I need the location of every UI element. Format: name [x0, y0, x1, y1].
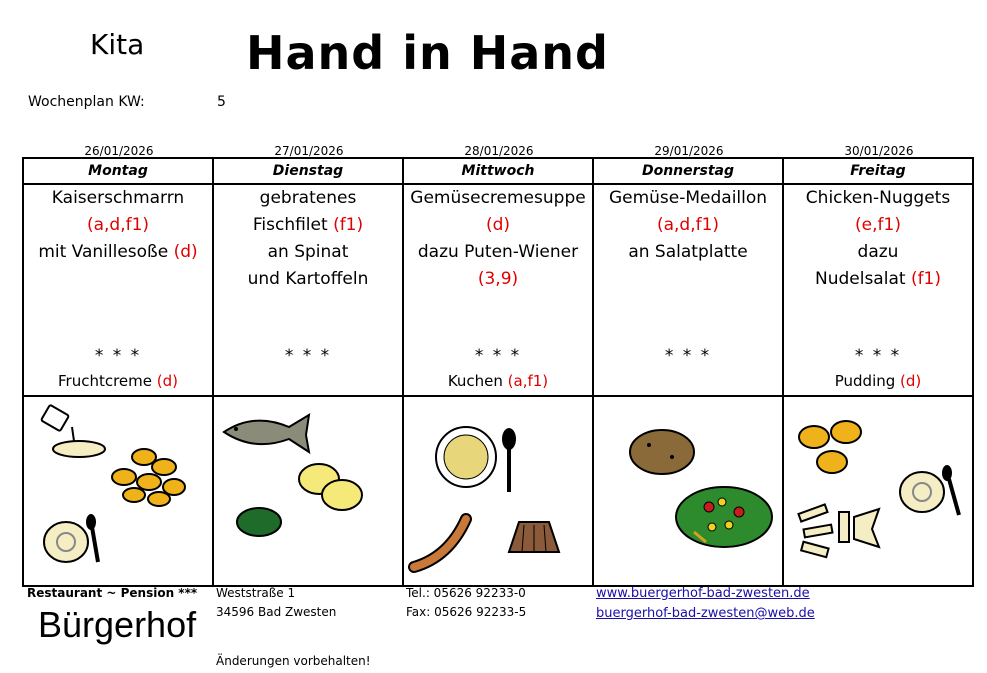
menu-wednesday: [403, 184, 593, 396]
date-monday: 26/01/2026: [84, 144, 154, 158]
menu-line: Chicken-Nuggets (e,f1): [805, 188, 951, 235]
menu-monday: [23, 184, 213, 396]
menu-line: Gemüsecremesuppe: [410, 188, 586, 208]
menu-line: Kaiserschmarrn: [51, 188, 185, 208]
menu-line: mit Vanillesoße (d): [38, 242, 198, 262]
menu-line: gebratenes: [259, 188, 357, 208]
chicken-nuggets-icon: [799, 421, 861, 473]
address-city: 34596 Bad Zwesten: [216, 605, 337, 619]
menu-line: und Kartoffeln: [247, 269, 369, 289]
brand-logo: Bürgerhof: [38, 604, 197, 645]
menu-line: Nudelsalat (f1): [814, 269, 942, 289]
day-name-friday: Freitag: [783, 158, 973, 184]
changes-note: Änderungen vorbehalten!: [216, 654, 371, 668]
restaurant-label: Restaurant ~ Pension ***: [27, 586, 198, 600]
dessert: Pudding (d): [834, 372, 922, 390]
separator-stars: * * *: [664, 346, 712, 366]
dessert-bowl-icon: [44, 514, 98, 562]
day-name-wednesday: Mittwoch: [403, 158, 593, 184]
spinach-icon: [237, 508, 281, 536]
cake-icon: [509, 522, 559, 552]
separator-stars: * * *: [854, 346, 902, 366]
sausage-icon: [414, 519, 466, 567]
menu-line: (d): [485, 215, 511, 235]
page-title: Hand in Hand: [246, 26, 609, 80]
menu-friday: [783, 184, 973, 396]
pictures-friday: [783, 396, 973, 586]
potato-icon: [299, 464, 362, 510]
day-name-thursday: Donnerstag: [593, 158, 783, 184]
day-name-monday: Montag: [23, 158, 213, 184]
menu-line: dazu: [857, 242, 899, 262]
menu-line: (a,d,f1): [656, 215, 720, 235]
salad-plate-icon: [676, 487, 772, 547]
pictures-tuesday: [213, 396, 403, 586]
menu-table: [22, 157, 974, 587]
pudding-bowl-icon: [900, 465, 959, 515]
pictures-thursday: [593, 396, 783, 586]
pictures-wednesday: [403, 396, 593, 586]
date-thursday: 29/01/2026: [654, 144, 724, 158]
separator-stars: * * *: [284, 346, 332, 366]
pictures-monday: [23, 396, 213, 586]
separator-stars: * * *: [474, 346, 522, 366]
menu-line: Fischfilet (f1): [252, 215, 364, 235]
week-label: Wochenplan KW:: [28, 94, 145, 110]
email-link[interactable]: buergerhof-bad-zwesten@web.de: [596, 606, 815, 621]
phone: Tel.: 05626 92233-0: [406, 586, 526, 600]
fax: Fax: 05626 92233-5: [406, 605, 527, 619]
kita-label: Kita: [90, 28, 145, 61]
menu-line: (3,9): [477, 269, 519, 289]
date-friday: 30/01/2026: [844, 144, 914, 158]
date-wednesday: 28/01/2026: [464, 144, 534, 158]
kaiserschmarrn-icon: [112, 449, 185, 506]
menu-thursday: [593, 184, 783, 396]
menu-line: (a,d,f1): [86, 215, 150, 235]
fish-icon: [224, 415, 309, 452]
website-link[interactable]: www.buergerhof-bad-zwesten.de: [596, 586, 810, 601]
vegetable-medallion-icon: [630, 430, 694, 474]
menu-line: an Spinat: [267, 242, 349, 262]
dessert: Fruchtcreme (d): [57, 372, 178, 390]
day-name-tuesday: Dienstag: [213, 158, 403, 184]
pouring-jug-icon: [41, 405, 105, 457]
soup-icon: [436, 427, 516, 492]
menu-line: an Salatplatte: [628, 242, 748, 262]
date-tuesday: 27/01/2026: [274, 144, 344, 158]
pasta-salad-icon: [798, 504, 879, 557]
week-number: 5: [217, 94, 226, 110]
separator-stars: * * *: [94, 346, 142, 366]
address-street: Weststraße 1: [216, 586, 296, 600]
menu-line: Gemüse-Medaillon: [608, 188, 768, 208]
menu-line: dazu Puten-Wiener: [417, 242, 579, 262]
menu-tuesday: [213, 184, 403, 396]
dessert: Kuchen (a,f1): [447, 372, 549, 390]
